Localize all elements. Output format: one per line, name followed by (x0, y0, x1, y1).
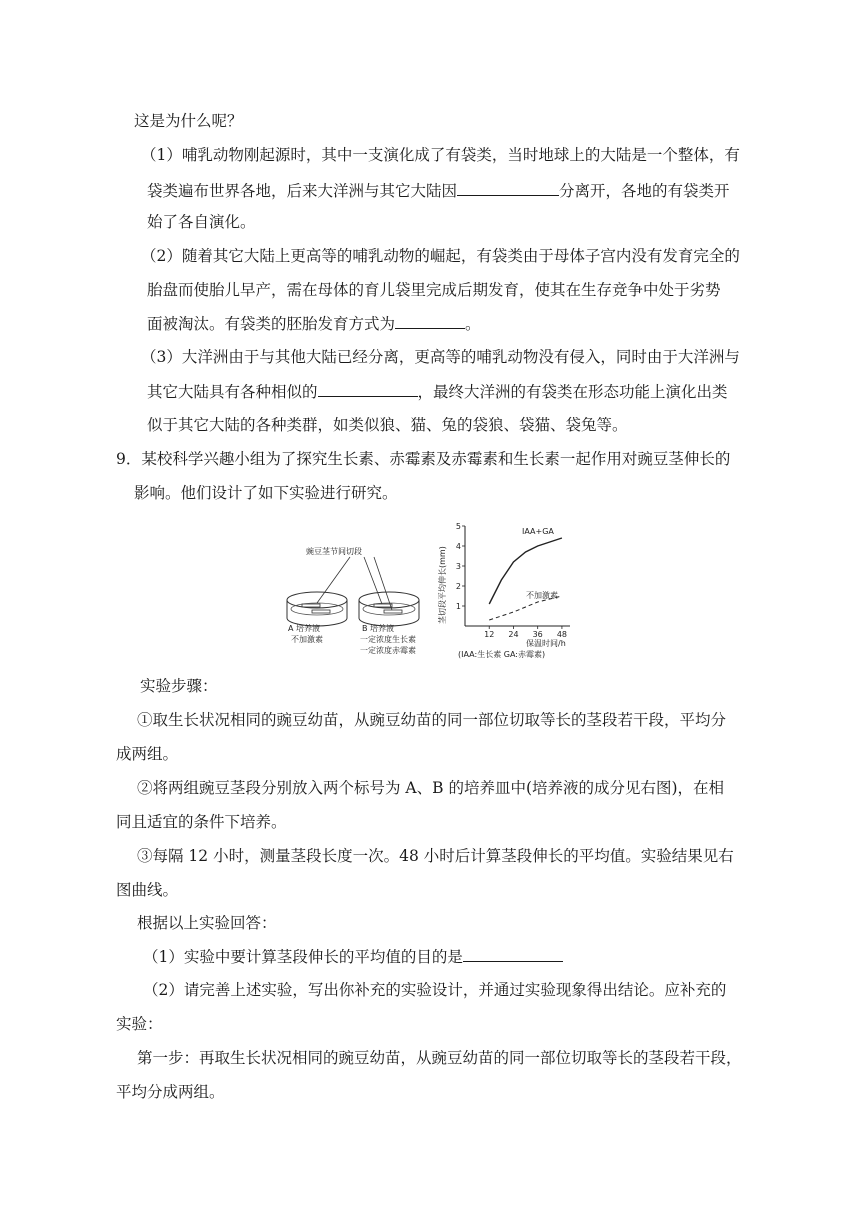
y-tick-label: 5 (455, 522, 461, 531)
abbrev-note: (IAA:生长素 GA:赤霉素) (458, 650, 546, 659)
petri-dish-a (287, 592, 347, 626)
q8-p1-line2a: 袋类遍布世界各地，后来大洋洲与其它大陆因 (147, 182, 458, 200)
q8-p3-line2a: 其它大陆具有各种相似的 (147, 383, 318, 401)
steps-title: 实验步骤： (140, 677, 218, 695)
y-tick-label: 4 (455, 542, 461, 551)
first-step-line2: 平均分成两组。 (116, 1083, 225, 1101)
q8-intro: 这是为什么呢？ (134, 112, 243, 130)
step3-line2: 图曲线。 (116, 881, 179, 899)
sub-question-2-line1: （2）请完善上述实验，写出你补充的实验设计，并通过实验现象得出结论。应补充的 (143, 981, 727, 999)
dish-caption: 豌豆茎节间切段 (306, 547, 362, 556)
q8-p3-line2b: ，最终大洋洲的有袋类在形态功能上演化出类 (417, 383, 728, 401)
legend-no-hormone: 不加激素 (526, 591, 558, 600)
answer-blank-4[interactable] (463, 946, 563, 962)
answer-intro: 根据以上实验回答： (137, 914, 277, 932)
dish-a-note: 不加激素 (291, 635, 323, 644)
q9-line2: 影响。他们设计了如下实验进行研究。 (134, 484, 398, 502)
chart-y-label: 茎切段平均伸长(mm) (438, 546, 447, 624)
q8-p2-line2: 胎盘而使胎儿早产，需在母体的育儿袋里完成后期发育，使其在生存竞争中处于劣势 (147, 281, 721, 299)
q8-p1-line2b: 分离开，各地的有袋类开 (559, 182, 730, 200)
y-tick-label: 3 (455, 562, 461, 571)
sub-question-2-line2: 实验： (116, 1015, 163, 1033)
sub-question-1 (143, 946, 563, 967)
experiment-figure (282, 514, 600, 666)
q8-p2-line3b: 。 (465, 315, 481, 333)
chart-x-label: 保温时间/h (526, 639, 566, 648)
answer-blank-3[interactable] (318, 381, 418, 397)
y-tick-label: 2 (455, 582, 461, 591)
step2-line1: ②将两组豌豆茎段分别放入两个标号为 A、B 的培养皿中(培养液的成分见右图)，在相 (137, 779, 725, 797)
q8-p1-line3: 始了各自演化。 (147, 213, 256, 231)
sub-question-1-text: （1）实验中要计算茎段伸长的平均值的目的是 (143, 948, 463, 966)
q8-p3-line3: 似于其它大陆的各种类群，如类似狼、猫、兔的袋狼、袋猫、袋兔等。 (147, 416, 628, 434)
first-step-line1: 第一步：再取生长状况相同的豌豆幼苗，从豌豆幼苗的同一部位切取等长的茎段若干段， (137, 1049, 742, 1067)
x-tick-label: 12 (484, 630, 495, 639)
legend-iaa-ga: IAA+GA (522, 527, 554, 536)
q8-p3-line2 (147, 381, 728, 402)
growth-chart (437, 522, 570, 659)
figure-svg (282, 514, 600, 666)
q8-p2-line3 (147, 313, 481, 334)
x-tick-label: 24 (508, 630, 519, 639)
step1-line2: 成两组。 (116, 745, 179, 763)
y-tick-label: 1 (455, 602, 461, 611)
dish-b-label: B 培养液 (362, 624, 395, 633)
dish-a-label: A 培养液 (288, 624, 321, 633)
x-tick-label: 48 (556, 630, 568, 639)
q8-p2-line3a: 面被淘汰。有袋类的胚胎发育方式为 (147, 315, 396, 333)
q8-p1-line1: （1）哺乳动物刚起源时，其中一支演化成了有袋类，当时地球上的大陆是一个整体，有 (141, 146, 740, 164)
dish-b-note-1: 一定浓度生长素 (360, 635, 416, 644)
q8-p3-line1: （3）大洋洲由于与其他大陆已经分离，更高等的哺乳动物没有侵入，同时由于大洋洲与 (141, 348, 740, 366)
step3-line1: ③每隔 12 小时，测量茎段长度一次。48 小时后计算茎段伸长的平均值。实验结果见右 (137, 847, 734, 865)
q9-line1: 9．某校科学兴趣小组为了探究生长素、赤霉素及赤霉素和生长素一起作用对豌豆茎伸长的 (116, 450, 731, 468)
dish-b-note-2: 一定浓度赤霉素 (360, 646, 416, 655)
answer-blank-1[interactable] (457, 180, 559, 196)
q8-p1-line2 (147, 180, 730, 201)
q8-p2-line1: （2）随着其它大陆上更高等的哺乳动物的崛起，有袋类由于母体子宫内没有发育完全的 (141, 247, 740, 265)
answer-blank-2[interactable] (395, 313, 465, 329)
x-tick-label: 36 (532, 630, 543, 639)
petri-dish-b (359, 592, 419, 626)
step2-line2: 同且适宜的条件下培养。 (116, 813, 287, 831)
step1-line1: ①取生长状况相同的豌豆幼苗，从豌豆幼苗的同一部位切取等长的茎段若干段，平均分 (137, 711, 727, 729)
